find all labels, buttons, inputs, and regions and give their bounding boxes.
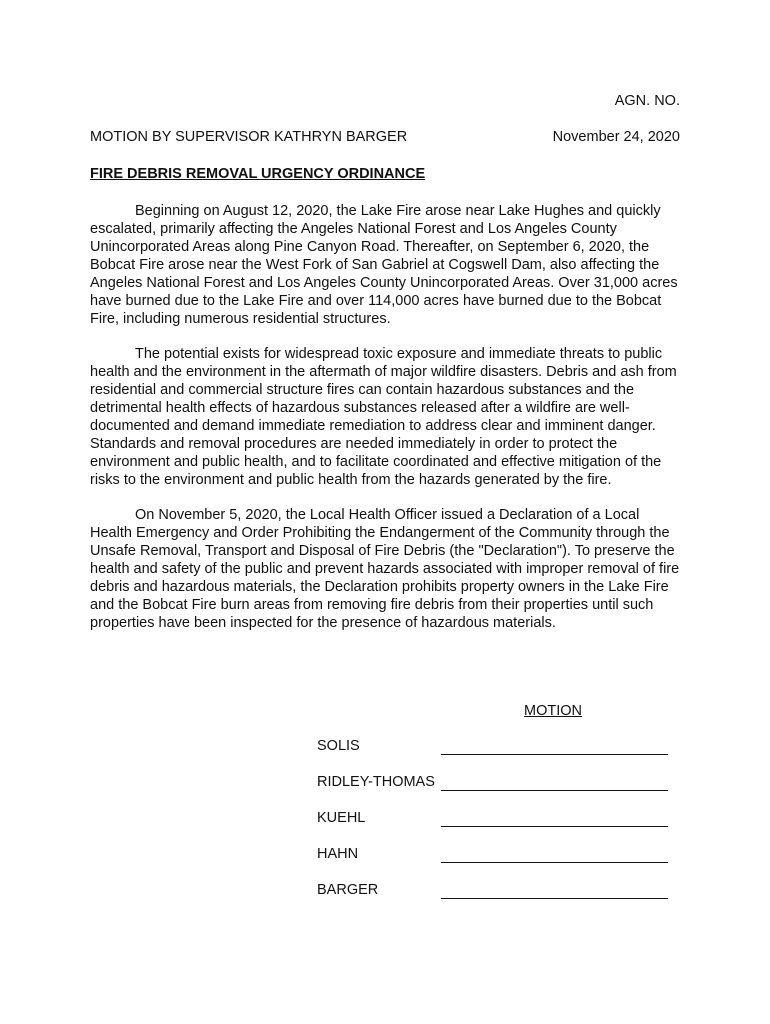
paragraph: On November 5, 2020, the Local Health Officer issued a Declaration of a Local Health Emergency and Order Prohibiting the Endangerment of the Community through the Unsafe Removal, Transport and Disposal of Fire Debris (the "Declaration"). To preserve the health and safety of the public and prevent hazards associated with improper removal of fire debris and hazardous materials, the Declaration prohibits property owners in the Lake Fire and the Bobcat Fire burn areas from removing fire debris from their properties until such properties have been inspected for the presence of hazardous materials. <box>90 507 680 631</box>
vote-row-ridley-thomas <box>317 774 677 810</box>
motion-body <box>90 202 680 649</box>
agenda-number: AGN. NO. <box>614 93 680 109</box>
signature-line <box>441 826 668 827</box>
motion-label: MOTION <box>524 703 582 719</box>
vote-row-barger <box>317 882 677 918</box>
ordinance-title: FIRE DEBRIS REMOVAL URGENCY ORDINANCE <box>90 166 426 182</box>
paragraph: The potential exists for widespread toxic exposure and immediate threats to public health and the environment in the aftermath of major wildfire disasters. Debris and ash from residential and commercial structure fires can contain hazardous substances and the detrimental health effects of hazardous substances released after a wildfire are well-documented and demand immediate remediation to address clear and imminent danger. Standards and removal procedures are needed immediately in order to protect the environment and public health, and to facilitate coordinated and effective mitigation of the risks to the environment and public health from the hazards generated by the fire. <box>90 346 677 488</box>
header-row <box>90 129 680 145</box>
motion-date: November 24, 2020 <box>552 129 680 145</box>
paragraph: Beginning on August 12, 2020, the Lake Fire arose near Lake Hughes and quickly escalated, primarily affecting the Angeles National Forest and Los Angeles County Unincorporated Areas along Pine Canyon Road. Thereafter, on September 6, 2020, the Bobcat Fire arose near the West Fork of San Gabriel at Cogswell Dam, also affecting the Angeles National Forest and Los Angeles County Unincorporated Areas. Over 31,000 acres have burned due to the Lake Fire and over 114,000 acres have burned due to the Bobcat Fire, including numerous residential structures. <box>90 203 678 327</box>
supervisor-name: HAHN <box>317 846 359 862</box>
vote-block <box>317 738 677 918</box>
vote-row-hahn <box>317 846 677 882</box>
supervisor-name: BARGER <box>317 882 379 898</box>
signature-line <box>441 862 668 863</box>
supervisor-name: RIDLEY-THOMAS <box>317 774 435 790</box>
signature-line <box>441 898 668 899</box>
signature-line <box>441 754 668 755</box>
supervisor-name: KUEHL <box>317 810 366 826</box>
signature-line <box>441 790 668 791</box>
motion-by: MOTION BY SUPERVISOR KATHRYN BARGER <box>90 129 408 145</box>
supervisor-name: SOLIS <box>317 738 360 754</box>
vote-row-solis <box>317 738 677 774</box>
vote-row-kuehl <box>317 810 677 846</box>
